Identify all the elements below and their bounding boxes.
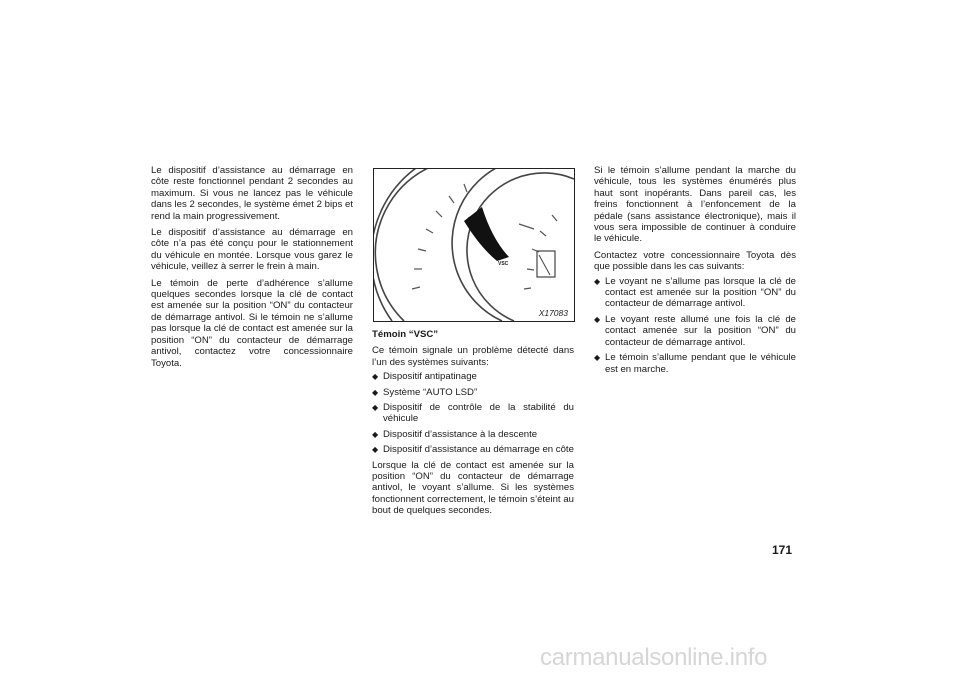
left-column xyxy=(151,165,353,374)
paragraph: Le dispositif d’assistance au démarrage en côte reste fonctionnel pendant 2 secondes au maximum. Si vous ne lancez pas le véhicule dans les 2 secondes, le système émet 2 bips et rend la main progressivement. xyxy=(151,165,353,222)
bullet-list xyxy=(594,276,796,375)
right-column xyxy=(594,165,796,379)
paragraph: Le dispositif d’assistance au démarrage en côte n’a pas été conçu pour le stationnement du véhicule en montée. Lorsque vous garez le véhicule, veillez à serrer le frein à main. xyxy=(151,227,353,273)
list-item: ◆ Le témoin s’allume pendant que le véhicule est en marche. xyxy=(594,352,796,375)
bullet-list xyxy=(372,371,574,455)
section-heading: Témoin “VSC” xyxy=(372,329,439,340)
list-item: ◆ Dispositif antipatinage xyxy=(372,371,574,382)
list-item: ◆ Dispositif de contrôle de la stabilité du véhicule xyxy=(372,402,574,425)
middle-column xyxy=(372,329,574,522)
figure-code: X17083 xyxy=(538,308,568,318)
vsc-indicator-label: VSC xyxy=(498,261,509,267)
list-item: ◆ Dispositif d’assistance au démarrage en côte xyxy=(372,444,574,455)
paragraph: Lorsque la clé de contact est amenée sur la position “ON” du contacteur de démarrage antivol, le voyant s’allume. Si les systèmes fonctionnent correctement, le témoin s’éteint au bout de quelques secondes. xyxy=(372,459,574,517)
list-item: ◆ Dispositif d’assistance à la descente xyxy=(372,429,574,440)
paragraph: Le témoin de perte d’adhérence s’allume quelques secondes lorsque la clé de contact est amenée sur la position “ON” du contacteur de démarrage antivol. Si le témoin ne s’allume pas lorsque la clé de contact est amenée sur la position “ON” du contacteur de démarrage antivol, contactez votre concessionnaire Toyota. xyxy=(151,277,353,369)
list-item: ◆ Le voyant ne s’allume pas lorsque la clé de contact est amenée sur la position “ON” du contacteur de démarrage antivol. xyxy=(594,276,796,310)
page-number: 171 xyxy=(772,543,793,557)
gauge-illustration xyxy=(374,169,574,321)
watermark: carmanualsonline.info xyxy=(540,644,768,671)
dashboard-figure xyxy=(373,168,575,322)
list-item: ◆ Le voyant reste allumé une fois la clé de contact amenée sur la position “ON” du contacteur de démarrage antivol. xyxy=(594,314,796,348)
paragraph: Contactez votre concessionnaire Toyota dès que possible dans les cas suivants: xyxy=(594,249,796,273)
paragraph: Ce témoin signale un problème détecté dans l’un des systèmes suivants: xyxy=(372,345,574,368)
paragraph: Si le témoin s’allume pendant la marche du véhicule, tous les systèmes énumérés plus haut sont inopérants. Dans pareil cas, les freins fonctionnent à l’enfoncement de la pédale (sans assistance électronique), mais il vous sera impossible de continuer à conduire le véhicule. xyxy=(594,165,796,245)
list-item: ◆ Système “AUTO LSD” xyxy=(372,387,574,398)
